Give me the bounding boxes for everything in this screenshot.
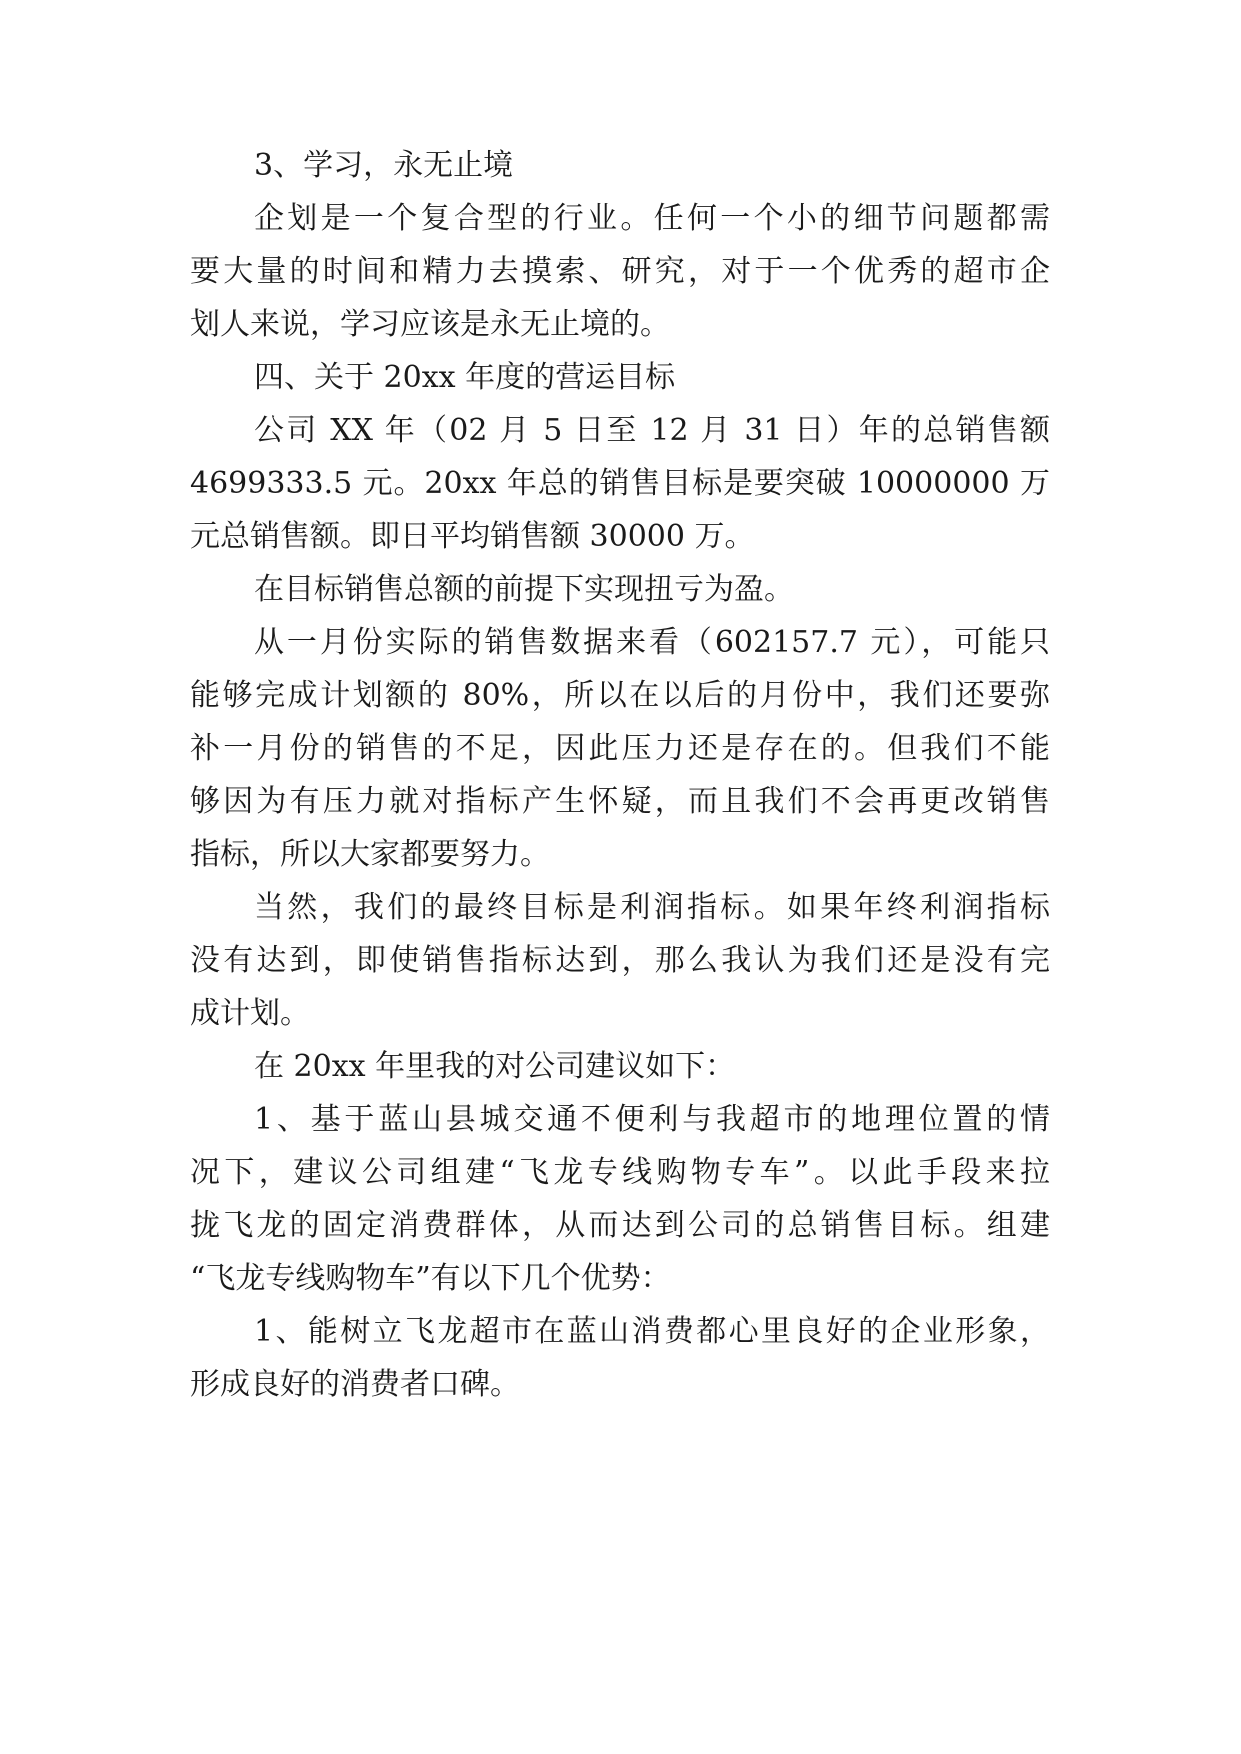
paragraph-line: 公司 XX 年（02 月 5 日至 12 月 31 日）年的总销售额: [254, 413, 1050, 448]
paragraph-line: 够因为有压力就对指标产生怀疑，而且我们不会再更改销售: [190, 784, 1050, 819]
paragraph-line: 4699333.5 元。20xx 年总的销售目标是要突破 10000000 万: [190, 466, 1050, 501]
paragraph-line: 指标，所以大家都要努力。: [190, 837, 550, 872]
paragraph-line: 成计划。: [190, 996, 310, 1031]
paragraph-line: 没有达到，即使销售指标达到，那么我认为我们还是没有完: [190, 943, 1050, 978]
paragraph-line: 元总销售额。即日平均销售额 30000 万。: [190, 519, 755, 554]
document-page: [190, 0, 1050, 1754]
paragraph-line: 1、能树立飞龙超市在蓝山消费都心里良好的企业形象，: [254, 1314, 1050, 1349]
section-heading-goals: 四、关于 20xx 年度的营运目标: [254, 360, 676, 395]
paragraph-line: 能够完成计划额的 80%，所以在以后的月份中，我们还要弥: [190, 678, 1050, 713]
paragraph-line: 在目标销售总额的前提下实现扭亏为盈。: [254, 572, 794, 607]
paragraph-line: 补一月份的销售的不足，因此压力还是存在的。但我们不能: [190, 731, 1050, 766]
paragraph-line: 况下，建议公司组建“飞龙专线购物专车”。以此手段来拉: [190, 1155, 1050, 1190]
paragraph-line: “飞龙专线购物车”有以下几个优势：: [190, 1261, 671, 1296]
paragraph-line: 企划是一个复合型的行业。任何一个小的细节问题都需: [254, 201, 1050, 236]
paragraph-line: 1、基于蓝山县城交通不便利与我超市的地理位置的情: [254, 1102, 1050, 1137]
paragraph-line: 从一月份实际的销售数据来看（602157.7 元），可能只: [254, 625, 1050, 660]
paragraph-line: 在 20xx 年里我的对公司建议如下：: [254, 1049, 736, 1084]
paragraph-line: 要大量的时间和精力去摸索、研究，对于一个优秀的超市企: [190, 254, 1050, 289]
paragraph-line: 划人来说，学习应该是永无止境的。: [190, 307, 670, 342]
section-heading-learning: 3、学习，永无止境: [254, 148, 514, 183]
paragraph-line: 拢飞龙的固定消费群体，从而达到公司的总销售目标。组建: [190, 1208, 1050, 1243]
paragraph-line: 形成良好的消费者口碑。: [190, 1367, 520, 1402]
paragraph-line: 当然，我们的最终目标是利润指标。如果年终利润指标: [254, 890, 1050, 925]
